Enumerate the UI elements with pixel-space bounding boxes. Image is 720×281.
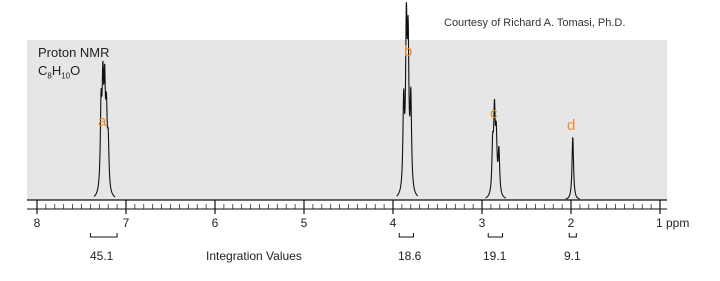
peak-label-c: c xyxy=(490,105,498,122)
integration-bracket-b xyxy=(399,233,413,237)
chart-title: Proton NMR xyxy=(38,45,110,60)
credit-text: Courtesy of Richard A. Tomasi, Ph.D. xyxy=(444,17,626,29)
formula-h-count: 10 xyxy=(61,71,71,81)
formula-o: O xyxy=(70,63,81,78)
integration-value-c: 19.1 xyxy=(483,249,507,263)
formula-h: H xyxy=(51,63,62,78)
x-tick-label: 8 xyxy=(33,216,41,230)
integration-value-b: 18.6 xyxy=(398,249,422,263)
x-tick-label: 6 xyxy=(211,216,219,230)
formula-c-count: 8 xyxy=(47,71,52,81)
x-tick-label: 1 ppm xyxy=(656,216,690,230)
x-tick-label: 7 xyxy=(122,216,130,230)
x-tick-label: 5 xyxy=(300,216,308,230)
integration-caption: Integration Values xyxy=(206,249,302,263)
molecular-formula xyxy=(38,63,80,81)
x-tick-label: 4 xyxy=(389,216,397,230)
integration-bracket-a xyxy=(90,233,117,237)
peak-label-d: d xyxy=(567,117,576,134)
integration-value-d: 9.1 xyxy=(564,249,581,263)
minor-ticks xyxy=(37,204,660,209)
peak-label-a: a xyxy=(98,113,107,130)
x-tick-label: 3 xyxy=(478,216,486,230)
peak-label-b: b xyxy=(404,43,413,60)
integration-brackets xyxy=(90,233,576,237)
integration-bracket-c xyxy=(488,233,502,237)
integration-bracket-d xyxy=(569,233,576,237)
x-tick-label: 2 xyxy=(567,216,575,230)
x-tick-labels xyxy=(34,216,690,230)
formula-c: C xyxy=(38,63,48,78)
integration-value-a: 45.1 xyxy=(90,249,114,263)
